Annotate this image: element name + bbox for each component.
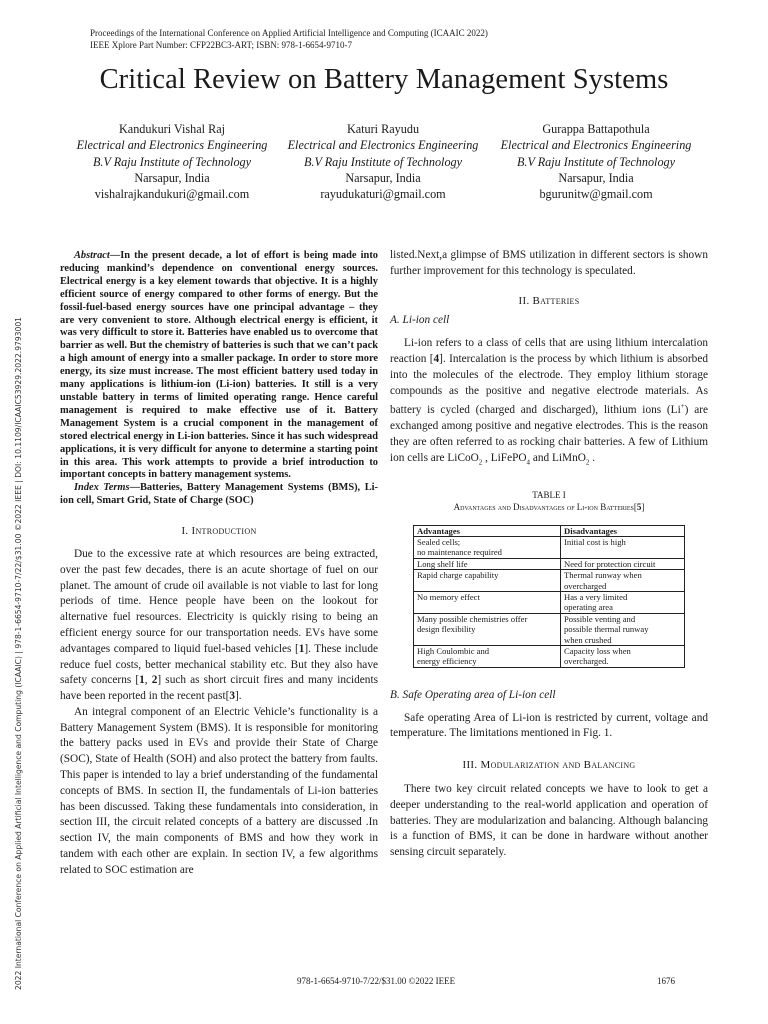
citation[interactable]: 1 bbox=[298, 642, 305, 655]
author-email: rayudukaturi@gmail.com bbox=[320, 187, 446, 202]
text-run: , bbox=[144, 674, 152, 687]
text-run: ]. Intercalation is the process by which lithium is absorbed into the molecules of the electrode. They employ lithium storage compounds as the positive and negative electrode materials. As battery is cycled (charged and discharged), lithium ions (Li bbox=[390, 352, 708, 417]
table-row bbox=[414, 646, 685, 668]
table-row bbox=[414, 592, 685, 614]
table-header: Disadvantages bbox=[561, 525, 685, 536]
table-cell: Possible venting and possible thermal runway when crushed bbox=[561, 613, 685, 645]
author-institution: B.V Raju Institute of Technology bbox=[92, 154, 252, 169]
table-cell: Capacity loss when overcharged. bbox=[561, 646, 685, 668]
intro-paragraph-2: An integral component of an Electric Vehicle’s functionality is a Battery Management System (BMS). It is responsible for monitoring the battery packs used in EVs and provide their State of Charge (SOC), State of Health (SOH) and also protect the battery from faults. This paper is intended to lay a brief understanding of the fundamental concepts of BMS. In section II, the fundamentals of Li-ion batteries has been discussed. Taking these fundamentals into consideration, in section III, the circuit related concepts of a battery are discussed .In section IV, the main components of BMS and how they work in tandem with each other are explain. In section IV, a few algorithms related to SOC estimation are bbox=[60, 705, 378, 876]
table-cell: Need for protection circuit bbox=[561, 558, 685, 569]
author-name: Gurappa Battapothula bbox=[542, 122, 650, 136]
advantages-table bbox=[413, 525, 685, 668]
author-dept: Electrical and Electronics Engineering bbox=[76, 138, 268, 153]
soa-paragraph: Safe operating Area of Li-ion is restricted by current, voltage and temperature. The limitations mentioned in Fig. 1. bbox=[390, 711, 708, 740]
xplore-line: IEEE Xplore Part Number: CFP22BC3-ART; ISBN: 978-1-6654-9710-7 bbox=[90, 40, 352, 50]
table-cell: Has a very limited operating area bbox=[561, 592, 685, 614]
subscript: 4 bbox=[526, 457, 531, 466]
author-city: Narsapur, India bbox=[345, 170, 421, 185]
table-row bbox=[414, 536, 685, 558]
table-cell: Rapid charge capability bbox=[414, 570, 561, 592]
table-label: TABLE I bbox=[532, 489, 566, 500]
intro-paragraph-2-cont: listed.Next,a glimpse of BMS utilization in different sectors is shown further improvement for this technology is speculated. bbox=[390, 249, 708, 277]
page-number: 1676 bbox=[657, 976, 675, 986]
citation[interactable]: 5 bbox=[636, 501, 642, 512]
table-cell: Sealed cells; no maintenance required bbox=[414, 536, 561, 558]
abstract-label: Abstract bbox=[74, 250, 110, 261]
left-column bbox=[60, 250, 378, 879]
subscript: 2 bbox=[585, 457, 590, 466]
caption-text: Advantages and Disadvantages of Li-ion Batteries[ bbox=[453, 501, 637, 512]
proceedings-line: Proceedings of the International Conference on Applied Artificial Intelligence and Computing (ICAAIC 2022) bbox=[90, 28, 488, 38]
author-block bbox=[57, 121, 287, 202]
author-name: Katuri Rayudu bbox=[346, 122, 420, 136]
table-cell: Initial cost is high bbox=[561, 536, 685, 558]
author-institution: B.V Raju Institute of Technology bbox=[516, 154, 676, 169]
subsection-liion-cell: A. Li-ion cell bbox=[390, 314, 450, 327]
table-header: Advantages bbox=[414, 525, 561, 536]
author-name: Kandukuri Vishal Raj bbox=[118, 122, 225, 136]
text-run: , LiFePO bbox=[482, 451, 527, 464]
citation[interactable]: 3 bbox=[229, 690, 236, 703]
abstract bbox=[60, 250, 378, 482]
text-run: . bbox=[589, 451, 596, 464]
text-run: Due to the excessive rate at which resources are being extracted, over the past few decades, there is an acute shortage of fuel on our planet. The amount of crude oil available is not viable to last for long periods of time. Hence people have been on the lookout for alternative fuel resources. Electricity is quickly rising to being an efficient energy source for our transportation needs. EVs have some advantages compared to liquid fuel-based vehicles [ bbox=[60, 547, 378, 655]
table-cell: Long shelf life bbox=[414, 558, 561, 569]
index-terms-label: Index Terms bbox=[74, 482, 130, 494]
doi-sidebar: 2022 International Conference on Applied Artificial Intelligence and Computing (ICAAIC) | 978-1-6654-9710-7/22/$31.00 ©2022 IEEE | DOI: 10.1109/ICAAIC53929.2022.9793001 bbox=[14, 316, 23, 990]
abstract-text: —In the present decade, a lot of effort is being made into reducing mankind’s dependence on conventional energy sources. Electrical energy is a key element towards that objective. It is a highly efficient source of energy compared to other forms of energy. But the fossil-fuel-based energy sources have one principal advantage – they are very convenient to store. Although electrical energy is efficient, it was very difficult to store it. Batteries have enabled us to overcome that barrier as well. But the chemistry of batteries is such that we can’t pack a high amount of energy into a smaller package. In order to store more energy, its size must increase. The most efficient battery used today in many applications is lithium-ion (Li-ion) batteries. It still is a very unstable battery in terms of limited operating range. Hence careful management is required to make effective use of it. Battery Management System is a crucial component in the management of stored electrical energy in Li-ion batteries. Since it has such widespread applications, it is very difficult for anyone to determine a starting point in this area. This work attempts to provide a brief introduction to important concepts in battery management systems. bbox=[60, 250, 378, 481]
table-caption bbox=[390, 501, 708, 513]
citation[interactable]: 4 bbox=[433, 352, 440, 365]
author-institution: B.V Raju Institute of Technology bbox=[303, 154, 463, 169]
author-email: vishalrajkandukuri@gmail.com bbox=[94, 187, 250, 202]
table-row bbox=[414, 558, 685, 569]
text-run: and LiMnO bbox=[530, 451, 586, 464]
section-heading-batteries: II. Batteries bbox=[518, 294, 580, 307]
text-run: ]. bbox=[235, 690, 242, 703]
citation[interactable]: 2 bbox=[151, 674, 158, 687]
citation[interactable]: 1 bbox=[139, 674, 145, 687]
intro-paragraph-1 bbox=[60, 547, 378, 705]
author-dept: Electrical and Electronics Engineering bbox=[287, 138, 479, 153]
section-heading-modularization: III. Modularization and Balancing bbox=[462, 759, 636, 772]
author-block bbox=[481, 121, 711, 202]
author-city: Narsapur, India bbox=[558, 170, 634, 185]
caption-text: ] bbox=[641, 501, 645, 512]
copyright-footer: 978-1-6654-9710-7/22/$31.00 ©2022 IEEE bbox=[297, 976, 456, 986]
text-run: Li-ion refers to a class of cells that are using lithium intercalation reaction [ bbox=[390, 337, 708, 365]
index-terms-text: —Batteries, Battery Management Systems (BMS), Li-ion cell, Smart Grid, State of Charge (SOC) bbox=[60, 482, 378, 507]
section-heading-intro: I. Introduction bbox=[181, 525, 257, 538]
right-column bbox=[390, 248, 708, 861]
table-cell: Many possible chemistries offer design flexibility bbox=[414, 613, 561, 645]
index-terms bbox=[60, 482, 378, 508]
subscript: 2 bbox=[478, 457, 483, 466]
author-city: Narsapur, India bbox=[134, 170, 210, 185]
paper-title: Critical Review on Battery Management Systems bbox=[99, 64, 669, 95]
text-run: ) are exchanged among positive and negative electrodes. This is the reason they are often referred to as rocking chair batteries. A few of Lithium ion cells are LiCoO bbox=[390, 404, 708, 464]
author-email: bgurunitw@gmail.com bbox=[539, 187, 653, 202]
table-header-row bbox=[414, 525, 685, 536]
text-run: ]. These include reduce fuel costs, better mechanical stability etc. But they also have safety concerns [ bbox=[60, 642, 378, 687]
text-run: ] such as short circuit fires and many incidents have been reported in the recent past[ bbox=[60, 674, 378, 703]
subsection-safe-operating-area: B. Safe Operating area of Li-ion cell bbox=[390, 688, 556, 701]
table-cell: No memory effect bbox=[414, 592, 561, 614]
table-row bbox=[414, 570, 685, 592]
author-block bbox=[268, 121, 498, 202]
modularization-paragraph: There two key circuit related concepts we have to look to get a deeper understanding to the real-world application and operation of batteries. They are modularization and balancing. Although balancing is a function of BMS, it can be done in hardware without another sensing circuit separately. bbox=[390, 783, 708, 859]
author-dept: Electrical and Electronics Engineering bbox=[500, 138, 692, 153]
table-cell: Thermal runway when overcharged bbox=[561, 570, 685, 592]
table-cell: High Coulombic and energy efficiency bbox=[414, 646, 561, 668]
table-row bbox=[414, 613, 685, 645]
superscript: + bbox=[680, 402, 685, 411]
liion-paragraph bbox=[390, 336, 708, 470]
